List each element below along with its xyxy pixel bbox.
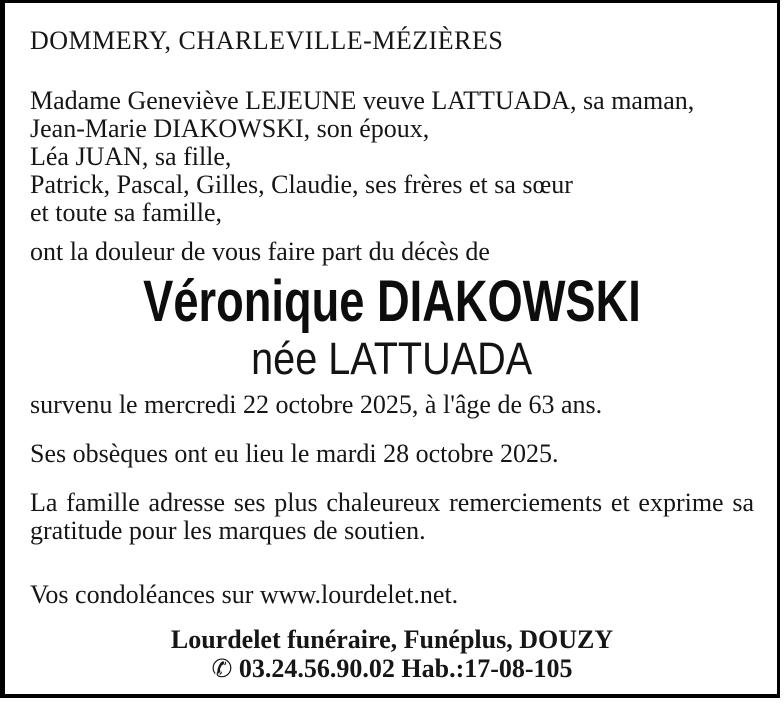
notice-content: [30, 26, 754, 683]
family-list: [30, 87, 754, 227]
family-member-line: Léa JUAN, sa fille,: [30, 142, 232, 171]
maiden-name-text: née LATTUADA: [251, 333, 533, 384]
condolences-text: Vos condoléances sur www.lourdelet.net.: [30, 580, 459, 609]
announcement-text: ont la douleur de vous faire part du décès de: [30, 237, 490, 266]
maiden-name: [30, 334, 754, 384]
deceased-name: [30, 271, 754, 333]
family-member-line: Madame Geneviève LEJEUNE veuve LATTUADA, sa maman,: [30, 86, 695, 115]
funeral-home-line: Lourdelet funéraire, Funéplus, DOUZY: [170, 625, 614, 654]
family-member-line: Patrick, Pascal, Gilles, Claudie, ses frères et sa sœur: [30, 170, 573, 199]
phone-line: [30, 655, 754, 683]
location-header: DOMMERY, CHARLEVILLE-MÉZIÈRES: [30, 26, 504, 55]
death-info-text: survenu le mercredi 22 octobre 2025, à l'âge de 63 ans.: [30, 390, 603, 419]
deceased-name-text: Véronique DIAKOWSKI: [143, 269, 641, 334]
family-member-line: Jean-Marie DIAKOWSKI, son époux,: [30, 114, 430, 143]
family-member-line: et toute sa famille,: [30, 198, 223, 227]
funeral-info-text: Ses obsèques ont eu lieu le mardi 28 octobre 2025.: [30, 439, 559, 468]
thanks-text: La famille adresse ses plus chaleureux remerciements et exprime sa gratitude pour les marques de soutien.: [30, 488, 754, 545]
phone-number-text: 03.24.56.90.02 Hab.:17-08-105: [238, 654, 573, 683]
telephone-icon: ✆: [211, 654, 233, 683]
